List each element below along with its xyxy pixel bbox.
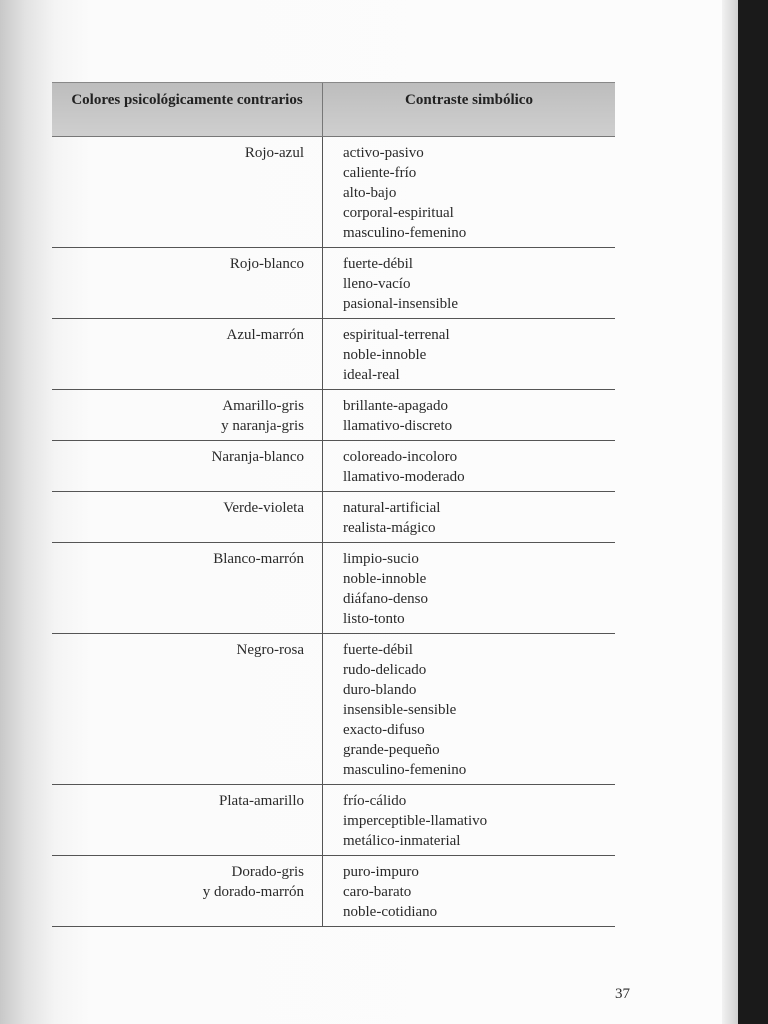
contrast-cell <box>323 492 615 542</box>
contrast-item: coloreado-incoloro <box>343 449 458 465</box>
color-pair-cell: Plata-amarillo <box>52 785 323 855</box>
contrast-item: natural-artificial <box>343 500 441 516</box>
contrast-cell <box>323 441 615 491</box>
contrast-item: diáfano-denso <box>343 591 428 607</box>
contrast-item: pasional-insensible <box>343 296 458 312</box>
table-row <box>52 441 615 492</box>
table-row <box>52 785 615 856</box>
color-pair-cell: Dorado-gris y dorado-marrón <box>52 856 323 926</box>
contrast-item: fuerte-débil <box>343 256 413 272</box>
contrast-item: realista-mágico <box>343 520 436 536</box>
contrast-item: llamativo-moderado <box>343 469 465 485</box>
contrast-item: listo-tonto <box>343 611 405 627</box>
table-row <box>52 390 615 441</box>
color-pair-cell: Verde-violeta <box>52 492 323 542</box>
contrast-item: activo-pasivo <box>343 145 424 161</box>
header-colors: Colores psicológicamente contrarios <box>52 83 323 136</box>
contrast-item: noble-innoble <box>343 571 427 587</box>
contrast-cell <box>323 543 615 633</box>
color-pair-cell: Negro-rosa <box>52 634 323 784</box>
contrast-item: masculino-femenino <box>343 225 467 241</box>
contrast-item: imperceptible-llamativo <box>343 813 488 829</box>
color-pair-cell: Rojo-azul <box>52 137 323 247</box>
contrast-item: ideal-real <box>343 367 400 383</box>
contrast-item: rudo-delicado <box>343 662 427 678</box>
contrast-cell <box>323 856 615 926</box>
contrast-item: caro-barato <box>343 884 412 900</box>
page-number: 37 <box>615 986 630 1002</box>
contrast-item: alto-bajo <box>343 185 397 201</box>
color-pair-cell: Amarillo-gris y naranja-gris <box>52 390 323 440</box>
header-contrast: Contraste simbólico <box>405 92 533 108</box>
contrast-item: brillante-apagado <box>343 398 448 414</box>
contrast-item: noble-innoble <box>343 347 427 363</box>
contrast-item: llamativo-discreto <box>343 418 453 434</box>
contrast-cell <box>323 390 615 440</box>
contrast-cell <box>323 634 615 784</box>
contrast-item: caliente-frío <box>343 165 417 181</box>
color-pair-cell: Blanco-marrón <box>52 543 323 633</box>
contrast-cell <box>323 319 615 389</box>
contrast-item: exacto-difuso <box>343 722 425 738</box>
color-contrast-table <box>52 82 615 927</box>
color-pair-cell: Naranja-blanco <box>52 441 323 491</box>
contrast-item: limpio-sucio <box>343 551 419 567</box>
table-row <box>52 856 615 926</box>
table-body <box>52 137 615 926</box>
table-row <box>52 248 615 319</box>
contrast-item: corporal-espiritual <box>343 205 454 221</box>
contrast-item: insensible-sensible <box>343 702 457 718</box>
table-row <box>52 137 615 248</box>
table-row <box>52 492 615 543</box>
table-row <box>52 319 615 390</box>
page-edge <box>722 0 738 1024</box>
contrast-item: frío-cálido <box>343 793 407 809</box>
contrast-item: puro-impuro <box>343 864 419 880</box>
table-header <box>52 82 615 137</box>
table-row <box>52 634 615 785</box>
contrast-item: duro-blando <box>343 682 417 698</box>
color-pair-cell: Azul-marrón <box>52 319 323 389</box>
contrast-item: lleno-vacío <box>343 276 411 292</box>
contrast-item: fuerte-débil <box>343 642 413 658</box>
contrast-cell <box>323 248 615 318</box>
contrast-item: grande-pequeño <box>343 742 440 758</box>
contrast-cell <box>323 137 615 247</box>
contrast-item: espiritual-terrenal <box>343 327 450 343</box>
contrast-cell <box>323 785 615 855</box>
color-pair-cell: Rojo-blanco <box>52 248 323 318</box>
table-row <box>52 543 615 634</box>
contrast-item: noble-cotidiano <box>343 904 438 920</box>
contrast-item: masculino-femenino <box>343 762 467 778</box>
contrast-item: metálico-inmaterial <box>343 833 461 849</box>
